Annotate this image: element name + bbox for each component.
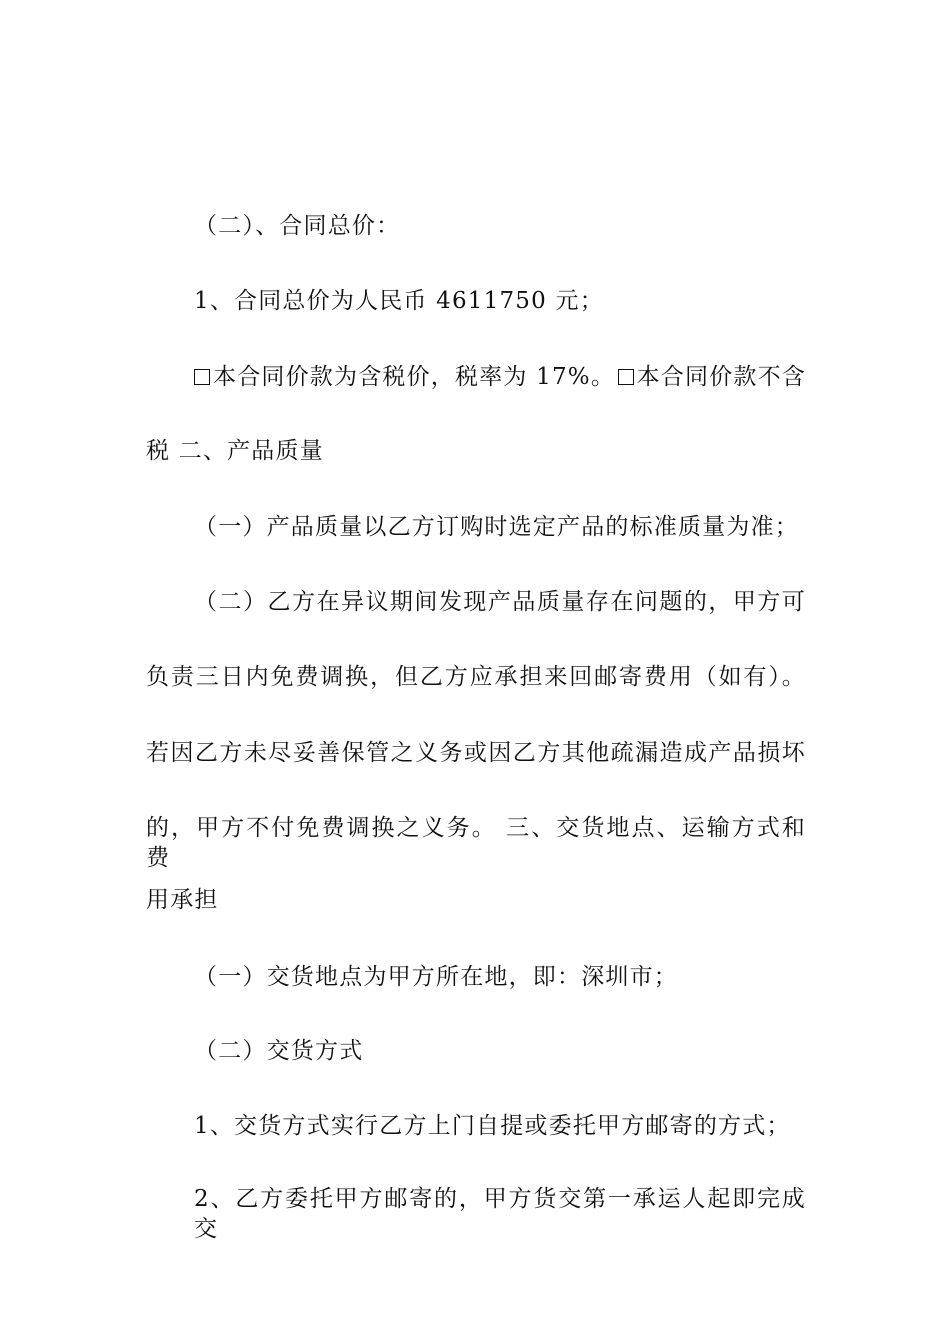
paragraph-delivery-location: （一）交货地点为甲方所在地，即：深圳市； [194,964,678,990]
tax-included-option [194,362,615,392]
section-heading-contract-total: （二）、合同总价： [194,213,401,239]
paragraph-quality-objection-line-1: （二）乙方在异议期间发现产品质量存在问题的，甲方可 [194,589,806,615]
paragraph-quality-standard: （一）产品质量以乙方订购时选定产品的标准质量为准； [194,514,799,540]
section-heading-delivery-method: （二）交货方式 [194,1038,364,1064]
paragraph-tax-and-product-quality-heading: 税 二、产品质量 [146,438,324,464]
tax-options-line [194,362,806,392]
paragraph-delivery-method-2: 2、乙方委托甲方邮寄的，甲方货交第一承运人起即完成交 [194,1186,806,1242]
checkbox-icon [194,369,210,385]
tax-included-text: 本合同价款为含税价，税率为 17%。 [213,364,616,390]
checkbox-icon [618,369,634,385]
tax-excluded-text: 本合同价款不含 [636,364,806,390]
paragraph-delivery-method-1: 1、交货方式实行乙方上门自提或委托甲方邮寄的方式； [194,1113,791,1139]
paragraph-delivery-heading-line: 的，甲方不付免费调换之义务。 三、交货地点、运输方式和费 [146,815,806,871]
paragraph-contract-total-amount: 1、合同总价为人民币 4611750 元； [194,288,604,314]
paragraph-quality-objection-line-2: 负责三日内免费调换，但乙方应承担来回邮寄费用（如有）。 [146,664,806,690]
tax-excluded-option [618,362,806,392]
paragraph-quality-objection-line-3: 若因乙方未尽妥善保管之义务或因乙方其他疏漏造成产品损坏 [146,740,806,766]
paragraph-delivery-heading-end: 用承担 [146,887,219,913]
